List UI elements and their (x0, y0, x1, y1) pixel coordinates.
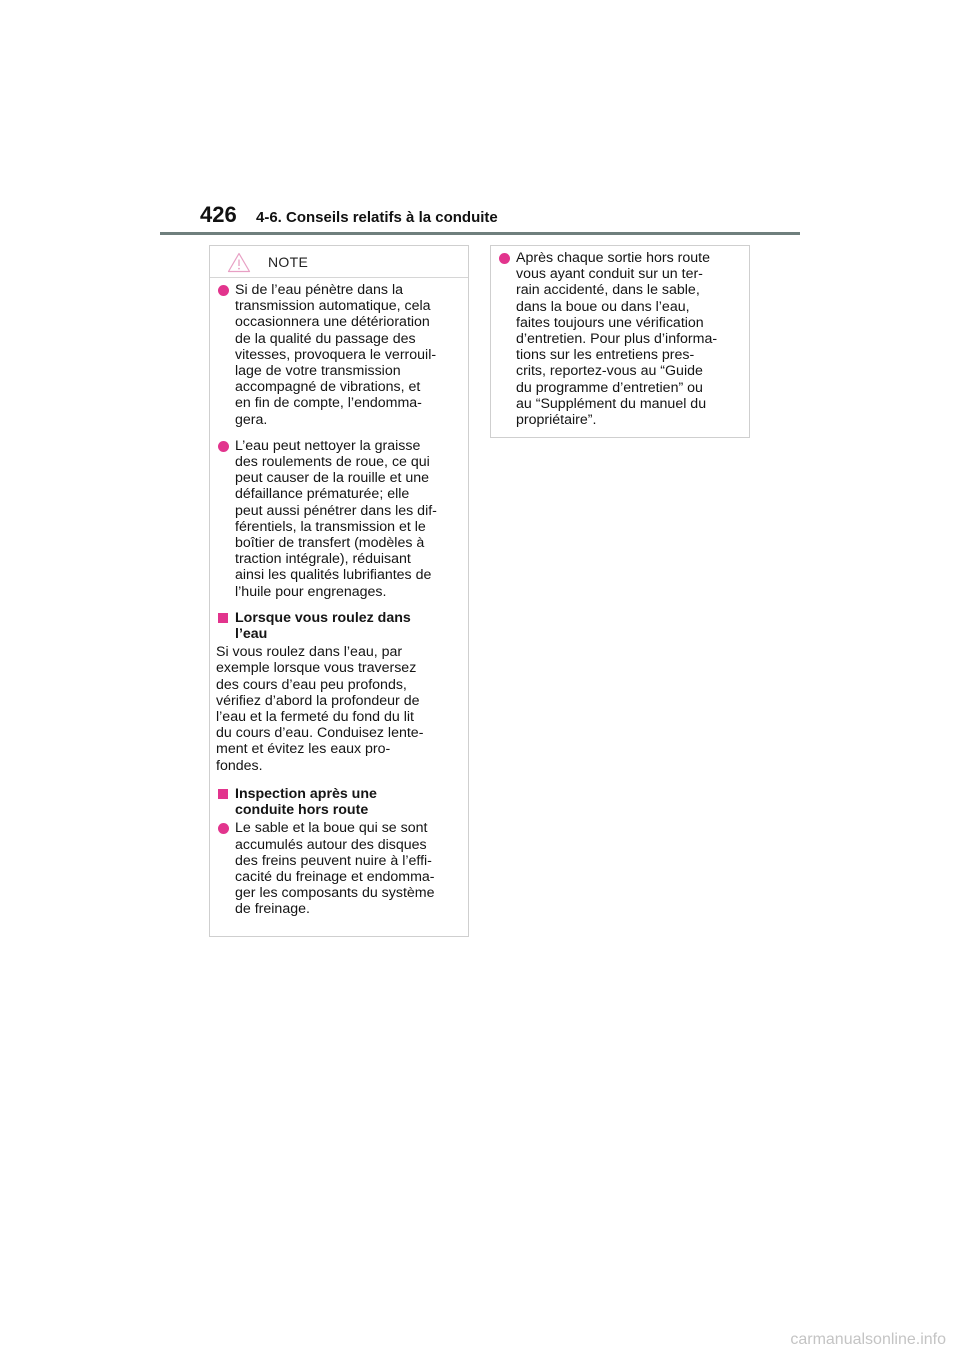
text-line: des freins peuvent nuire à l’effi- (235, 852, 432, 869)
text-line: peut causer de la rouille et une (235, 470, 430, 487)
note-content-continued (491, 246, 749, 428)
text-line: vous ayant conduit sur un ter- (516, 266, 703, 283)
text-line: vitesses, provoquera le verrouil- (235, 346, 437, 363)
text-line: exemple lorsque vous traversez (216, 660, 417, 677)
text-line: du programme d’entretien” ou (516, 379, 703, 396)
bullet-dot-icon (499, 253, 510, 264)
text-line: l’eau et la fermeté du fond du lit (216, 709, 414, 726)
text-line: vérifiez d’abord la profondeur de (216, 692, 420, 709)
watermark: carmanualsonline.info (790, 1331, 946, 1348)
bullet-dot-icon (218, 823, 229, 834)
text-line: lage de votre transmission (235, 363, 401, 380)
note-label: NOTE (268, 254, 309, 270)
text-line: crits, reportez-vous au “Guide (516, 363, 703, 380)
text-line: Le sable et la boue qui se sont (235, 820, 428, 837)
heading-square-icon (218, 613, 228, 623)
heading-driving-in-water (216, 610, 462, 642)
section-title: 4-6. Conseils relatifs à la conduite (256, 209, 498, 226)
note-header (210, 246, 468, 278)
heading-line: Lorsque vous roulez dans (235, 609, 411, 626)
header-rule (160, 232, 800, 235)
paragraph-driving-in-water (216, 644, 462, 774)
text-line: de freinage. (235, 901, 310, 918)
bullet-dot-icon (218, 285, 229, 296)
warning-triangle-icon (227, 252, 251, 273)
text-line: ger les composants du système (235, 885, 435, 902)
bullet-water-grease (216, 438, 462, 600)
text-line: Après chaque sortie hors route (516, 250, 711, 266)
text-line: transmission automatique, cela (235, 298, 431, 315)
text-line: des roulements de roue, ce qui (235, 454, 430, 471)
text-line: propriétaire”. (516, 412, 597, 429)
text-line: tions sur les entretiens pres- (516, 347, 695, 364)
bullet-sand-mud-brakes (216, 820, 462, 917)
bullet-dot-icon (218, 441, 229, 452)
text-line: faites toujours une vérification (516, 314, 704, 331)
text-line: ment et évitez les eaux pro- (216, 741, 391, 758)
text-line: traction intégrale), réduisant (235, 551, 411, 568)
text-line: d’entretien. Pour plus d’informa- (516, 331, 718, 348)
text-line: L’eau peut nettoyer la graisse (235, 437, 421, 454)
text-line: cacité du freinage et endomma- (235, 868, 435, 885)
text-line: occasionnera une détérioration (235, 314, 430, 331)
text-line: Si de l’eau pénètre dans la (235, 282, 404, 298)
text-line: des cours d’eau peu profonds, (216, 676, 407, 693)
text-line: en fin de compte, l’endomma- (235, 395, 422, 412)
text-line: peut aussi pénétrer dans les dif- (235, 502, 437, 519)
heading-line: Inspection après une (235, 785, 377, 802)
page-number: 426 (200, 202, 237, 227)
heading-line: l’eau (235, 626, 268, 643)
note-box-right-column (490, 245, 750, 438)
note-content (210, 278, 468, 918)
text-line: Si vous roulez dans l’eau, par (216, 644, 403, 661)
text-line: gera. (235, 411, 268, 428)
text-line: l’huile pour engrenages. (235, 583, 387, 600)
heading-offroad-inspection (216, 786, 462, 818)
bullet-water-transmission (216, 282, 462, 428)
bullet-after-offroad (497, 250, 743, 428)
text-line: ainsi les qualités lubrifiantes de (235, 567, 432, 584)
text-line: du cours d’eau. Conduisez lente- (216, 725, 424, 742)
text-line: rain accidenté, dans le sable, (516, 282, 700, 299)
text-line: férentiels, la transmission et le (235, 518, 426, 535)
text-line: au “Supplément du manuel du (516, 395, 707, 412)
text-line: dans la boue ou dans l’eau, (516, 298, 690, 315)
heading-square-icon (218, 789, 228, 799)
text-line: accumulés autour des disques (235, 836, 427, 853)
text-line: de la qualité du passage des (235, 330, 416, 347)
note-box-left-column (209, 245, 469, 937)
text-line: boîtier de transfert (modèles à (235, 535, 425, 552)
text-line: défaillance prématurée; elle (235, 486, 410, 503)
text-line: accompagné de vibrations, et (235, 379, 421, 396)
text-line: fondes. (216, 757, 263, 774)
heading-line: conduite hors route (235, 802, 369, 819)
